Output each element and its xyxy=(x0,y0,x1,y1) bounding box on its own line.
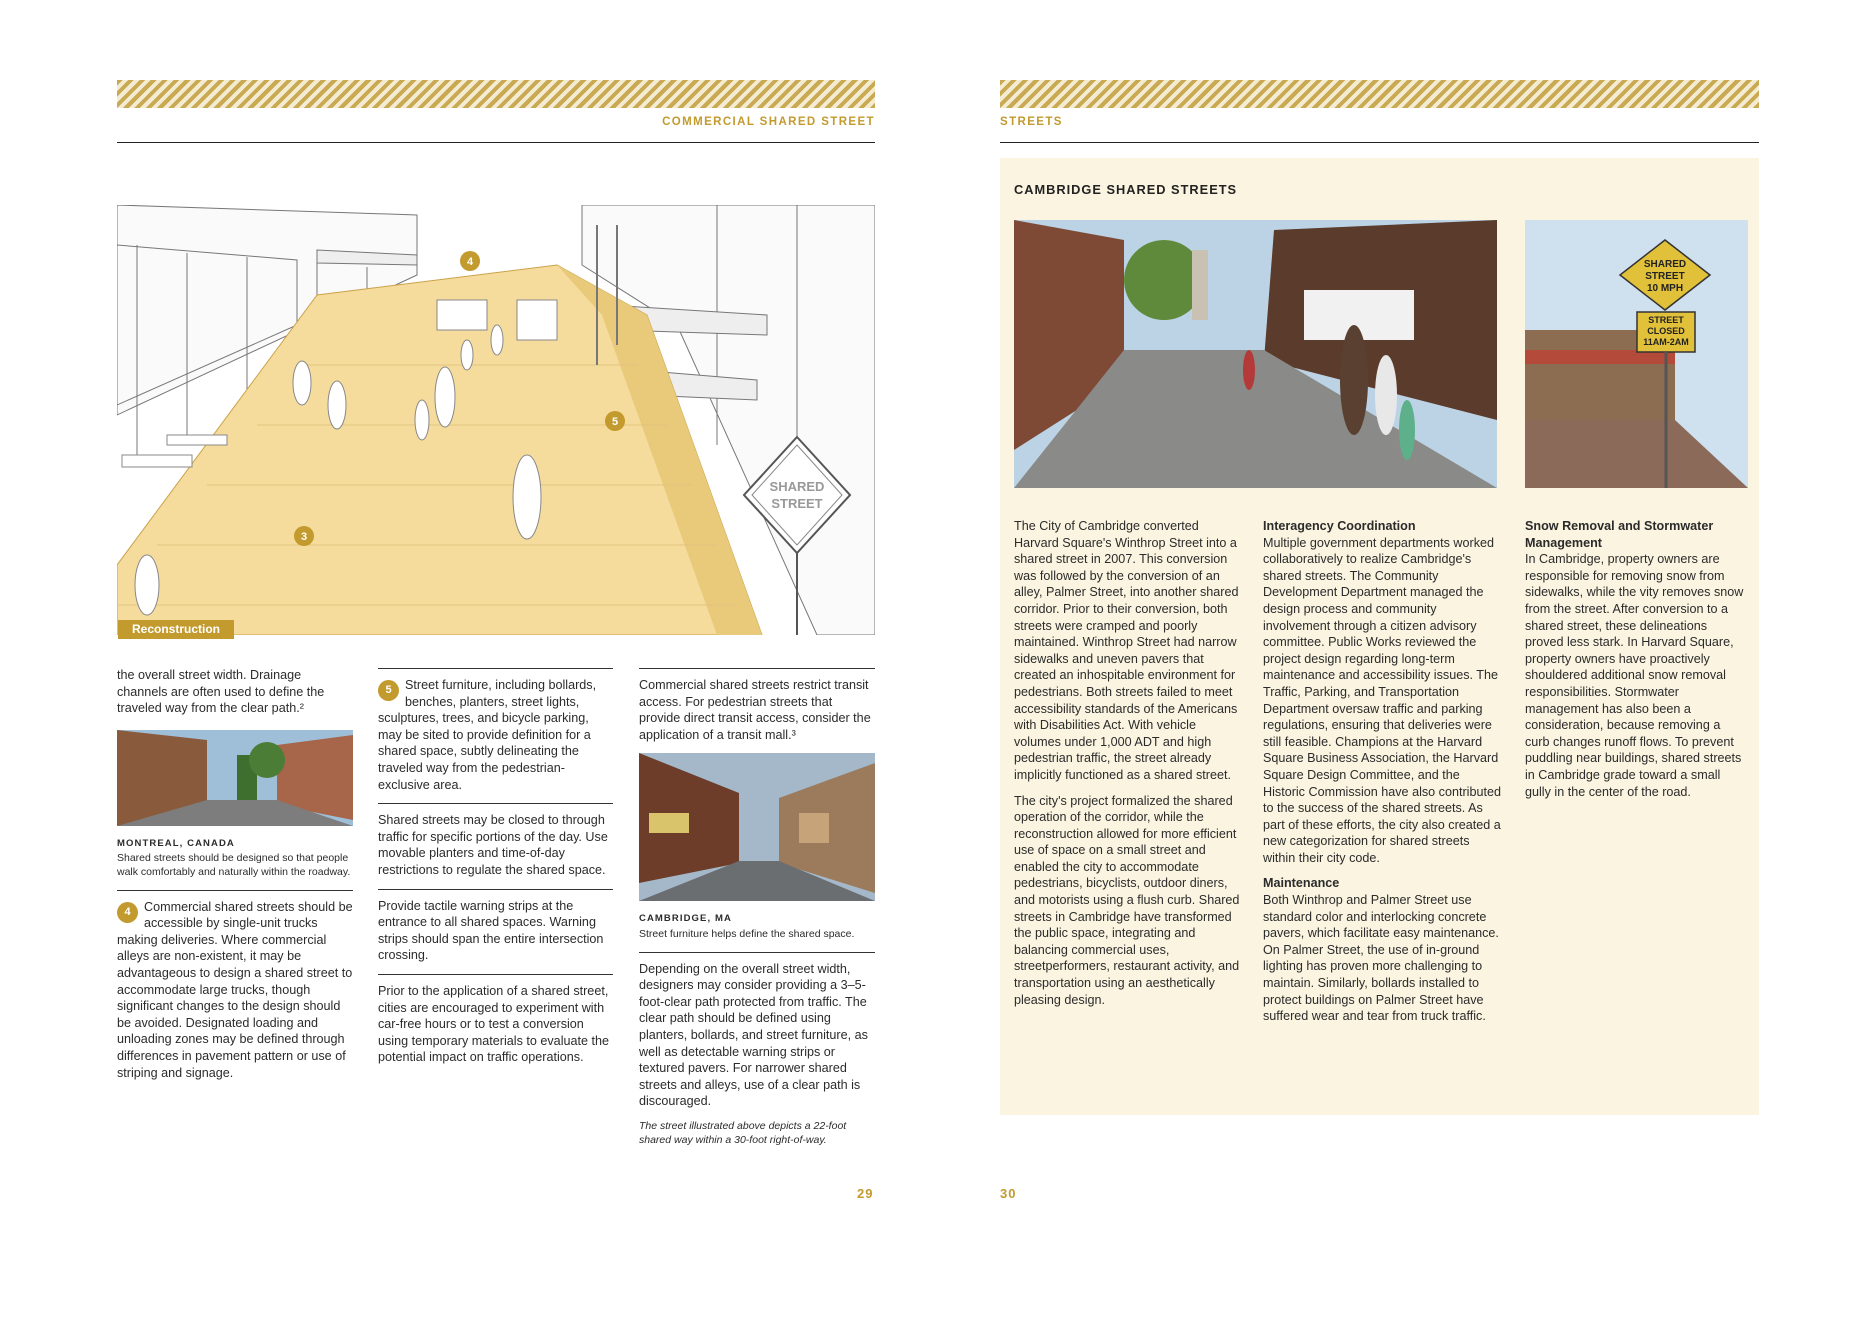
right-header-hatch xyxy=(1000,80,1759,108)
page-number-29: 29 xyxy=(857,1186,874,1201)
left-col-1 xyxy=(117,667,353,1081)
col2-p2: Shared streets may be closed to through traffic for specific portions of the day. Use movable planters and time-of-day restrictions to regulate the shared space. xyxy=(378,813,608,877)
divider xyxy=(639,952,875,953)
interagency-text: Multiple government departments worked collaboratively to realize Cambridge's shared streets. The Community Development Department managed the design process and community involvement through a citizen advisory committee. Public Works reviewed the project design regarding long-term maintenance and accessibility issues. The Traffic, Parking, and Transportation Department oversaw traffic and parking regulations, ensuring that deliveries were still feasible. Champions at the Harvard Square Business Association, the Harvard Square Design Committee, and the Historic Commission have also contributed to the success of the shared streets. As part of these efforts, the city also created a new categorization for shared streets within their city code. xyxy=(1263,535,1501,865)
item-4-badge: 4 xyxy=(117,902,138,923)
col3-p1: Commercial shared streets restrict transit access. For pedestrian streets that provide direct transit access, consider the application of a transit mall.³ xyxy=(639,678,871,742)
cambridge-sidebar xyxy=(1000,158,1759,1115)
item-5-text: Street furniture, including bollards, benches, planters, street lights, sculptures, trees, and bicycle parking, may be sited to provide definition for a shared space, subtly delineating the traveled way from the pedestrian-exclusive area. xyxy=(378,678,597,792)
cambridge-photo xyxy=(639,753,875,901)
item-4-text: Commercial shared streets should be accessible by single-unit trucks making deliveries. Where commercial alleys are non-existent, it may be advantageous to design a shared street to accommodate large trucks, though significant changes to the design should be avoided. Designated loading and unloading zones may be defined through differences in pavement pattern or use of striping and signage. xyxy=(117,899,353,1080)
cambridge-caption-head: CAMBRIDGE, MA xyxy=(639,913,732,925)
snow-text: In Cambridge, property owners are responsible for removing snow from sidewalks, while the vity removes snow from the street. After conversion to a shared street, these delineations proved less stark. In Harvard Square, property owners have proactively shouldered additional snow removal responsibilities. Stormwater management has also been a consideration, because removing a curb changes runoff flows. To prevent puddling near buildings, shared streets in Cambridge grade toward a small gully in the center of the road. xyxy=(1525,552,1744,799)
sidebar-title: CAMBRIDGE SHARED STREETS xyxy=(1014,182,1238,197)
item-5-badge: 5 xyxy=(378,680,399,701)
callout-4: 4 xyxy=(466,256,474,268)
interagency-heading: Interagency Coordination xyxy=(1263,519,1416,533)
callout-5: 5 xyxy=(611,416,619,428)
right-page-kicker: STREETS xyxy=(1000,116,1063,128)
left-page-kicker: COMMERCIAL SHARED STREET xyxy=(662,116,875,128)
divider xyxy=(378,803,613,804)
winthrop-street-photo xyxy=(1014,220,1497,488)
right-header-rule xyxy=(1000,142,1759,143)
cambridge-caption: Street furniture helps define the shared space. xyxy=(639,927,855,940)
divider xyxy=(378,889,613,890)
col3-note: The street illustrated above depicts a 22-foot shared way within a 30-foot right-of-way. xyxy=(639,1119,847,1146)
illus-sign-line2: STREET xyxy=(771,496,823,511)
divider xyxy=(378,668,613,669)
sign-hours: 11AM-2AM xyxy=(1643,337,1689,347)
left-col-2 xyxy=(378,668,613,1066)
maintenance-heading: Maintenance xyxy=(1263,876,1340,891)
item-5 xyxy=(378,677,613,793)
sign-shared: SHARED xyxy=(1643,259,1687,270)
divider xyxy=(117,890,353,891)
street-illustration xyxy=(117,205,875,635)
sidebar-col-2 xyxy=(1263,518,1503,1025)
snow-heading: Snow Removal and Stormwater Management xyxy=(1525,519,1714,550)
callout-3: 3 xyxy=(300,531,308,543)
illus-sign-line1: SHARED xyxy=(769,479,825,494)
montreal-caption: Shared streets should be designed so that people walk comfortably and naturally within the roadway. xyxy=(117,852,351,878)
sign-street: STREET xyxy=(1645,271,1685,282)
montreal-caption-head: MONTREAL, CANADA xyxy=(117,837,235,849)
col1-intro: the overall street width. Drainage channels are often used to define the traveled way from the clear path.² xyxy=(117,668,325,716)
montreal-photo xyxy=(117,730,353,826)
item-4 xyxy=(117,899,353,1082)
page-number-30: 30 xyxy=(1000,1186,1017,1201)
col2-p4: Prior to the application of a shared street, cities are encouraged to experiment with car-free hours or to test a conversion using temporary materials to evaluate the potential impact on traffic operations. xyxy=(378,983,610,1065)
sign-speed: 10 MPH xyxy=(1646,283,1684,294)
sidebar-col-3 xyxy=(1525,518,1747,800)
divider xyxy=(378,974,613,975)
maintenance-text: Both Winthrop and Palmer Street use standard color and interlocking concrete pavers, which facilitate easy maintenance. On Palmer Street, the use of in-ground lighting has proven more challenging to maintain. Similarly, bollards installed to protect buildings on Palmer Street have suffered wear and tear from truck traffic. xyxy=(1263,893,1499,1024)
sign-street-2: STREET xyxy=(1648,315,1684,325)
sidebar-col-1 xyxy=(1014,518,1246,1008)
col2-p3: Provide tactile warning strips at the entrance to all shared spaces. Warning strips should span the entire intersection crossing. xyxy=(378,898,604,963)
col3-p2: Depending on the overall street width, designers may consider providing a 3–5-foot-clear path protected from traffic. The clear path should be defined using planters, bollards, and street furniture, as well as detectable warning strips or textured pavers. For narrower shared streets and alleys, use of a clear path is discouraged. xyxy=(639,961,868,1109)
left-header-hatch xyxy=(117,80,875,108)
reconstruction-label: Reconstruction xyxy=(118,620,234,639)
left-col-3 xyxy=(639,668,875,1147)
divider xyxy=(639,668,875,669)
sb-col1-p2: The city's project formalized the shared operation of the corridor, while the reconstruction allowed for more efficient use of space on a small street and enabled the city to accommodate pedestrians, bicyclists, outdoor diners, and motorists using a flush curb. Shared streets in Cambridge have transformed the public space, integrating and balancing commercial uses, streetperformers, restaurant activity, and transportation using an aesthetically pleasing design. xyxy=(1014,793,1240,1007)
sign-closed: CLOSED xyxy=(1647,326,1685,336)
sb-col1-p1: The City of Cambridge converted Harvard Square's Winthrop Street into a shared street in 2007. This conversion was followed by the conversion of an alley, Palmer Street, into another shared corridor. Prior to their conversion, both streets were cramped and poorly maintained. Winthrop Street had narrow sidewalks and uneven pavers that created an inhospitable environment for pedestrians. Both streets failed to meet accessibility standards of the Americans with Disabilities Act. With vehicle volumes under 1,000 ADT and high pedestrian traffic, the street already implicitly functioned as a shared street. xyxy=(1014,519,1239,782)
left-header-rule xyxy=(117,142,875,143)
palmer-street-photo xyxy=(1525,220,1748,488)
